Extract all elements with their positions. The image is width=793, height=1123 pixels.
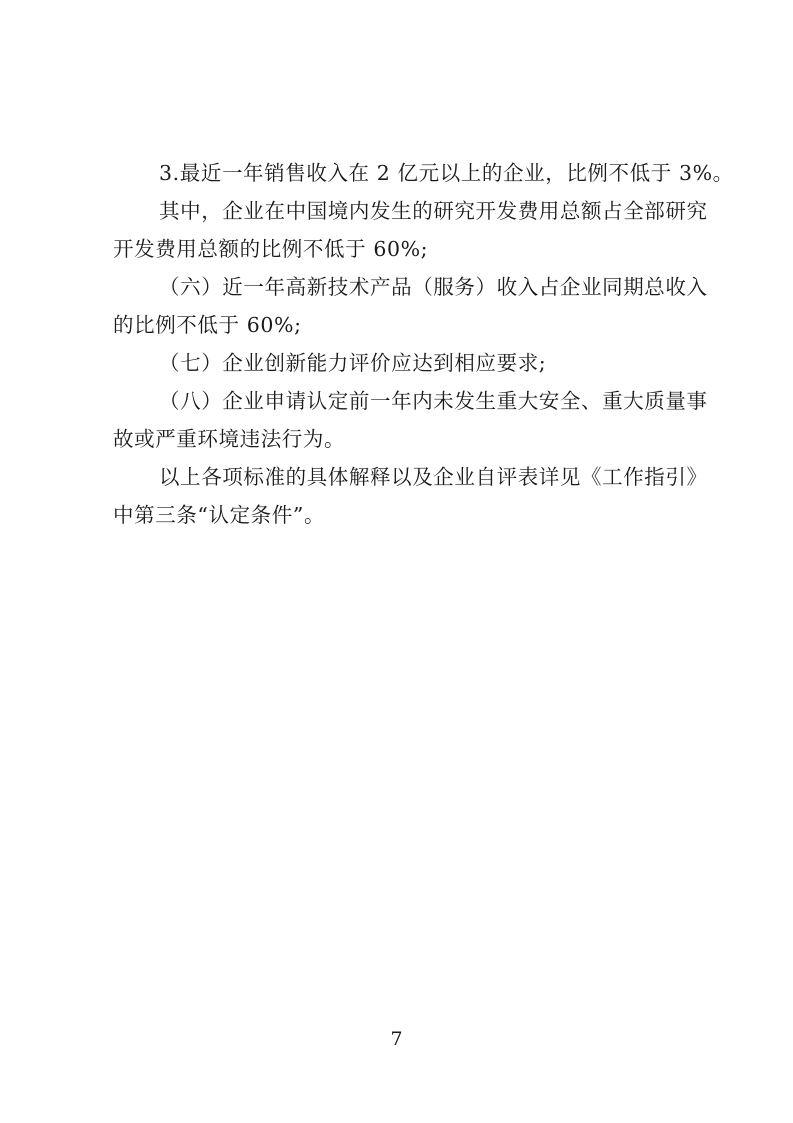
criterion-seven-line: （七）企业创新能力评价应达到相应要求; xyxy=(159,351,547,375)
criterion-eight-line-2: 故或严重环境违法行为。 xyxy=(113,427,346,451)
domestic-rd-ratio-line-2: 开发费用总额的比例不低于 60%; xyxy=(113,237,429,261)
domestic-rd-ratio-line-1: 其中，企业在中国境内发生的研究开发费用总额占全部研究 xyxy=(159,199,708,223)
explanation-reference-line-1: 以上各项标准的具体解释以及企业自评表详见《工作指引》 xyxy=(159,465,708,489)
page-number: 7 xyxy=(390,1028,403,1050)
explanation-reference-line-2: 中第三条“认定条件”。 xyxy=(113,503,326,527)
document-body xyxy=(113,154,734,534)
criterion-six-line-1: （六）近一年高新技术产品（服务）收入占企业同期总收入 xyxy=(159,275,708,299)
criterion-six-line-2: 的比例不低于 60%; xyxy=(113,313,302,337)
criterion-eight-line-1: （八）企业申请认定前一年内未发生重大安全、重大质量事 xyxy=(159,389,708,413)
criterion-sales-3pct-line: 3.最近一年销售收入在 2 亿元以上的企业，比例不低于 3%。 xyxy=(159,161,734,185)
